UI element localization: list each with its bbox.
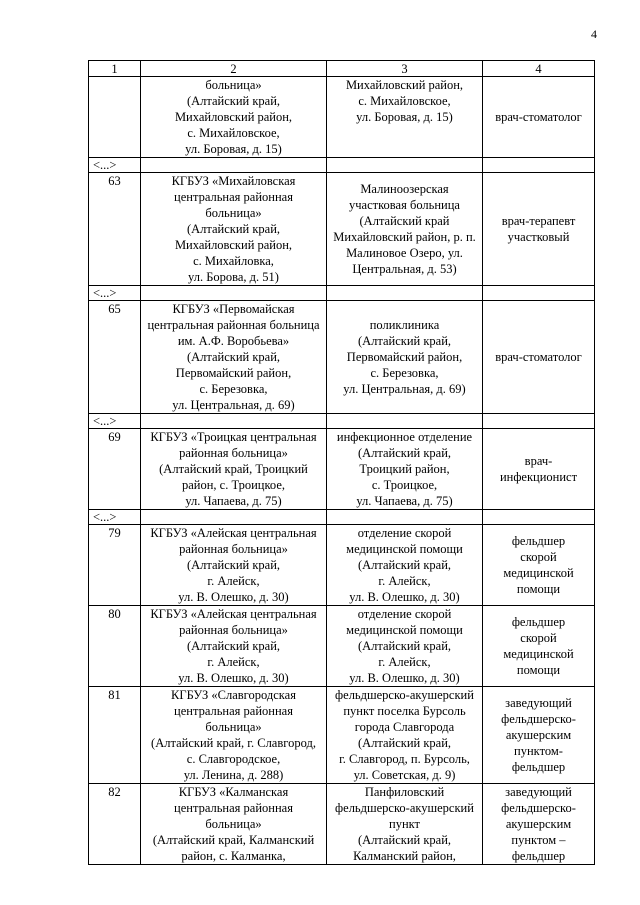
table-row [89,429,595,510]
subdivision-cell: отделение скорой медицинской помощи (Алтайский край, г. Алейск, ул. В. Олешко, д. 30) [327,606,483,687]
position-cell: заведующий фельдшерско- акушерским пунктом – фельдшер [483,784,595,865]
organization-cell: КГБУЗ «Михайловская центральная районная больница» (Алтайский край, Михайловский район, с. Михайловка, ул. Борова, д. 51) [141,173,327,286]
header-col-4: 4 [483,61,595,77]
row-number: 63 [89,173,141,286]
gap-marker: <...> [89,286,141,301]
row-number [89,77,141,158]
row-number: 65 [89,301,141,414]
subdivision-cell: Малиноозерская участковая больница (Алтайский край Михайловский район, р. п. Малиновое Озеро, ул. Центральная, д. 53) [327,173,483,286]
table-row [89,301,595,414]
table-row [89,525,595,606]
row-number: 69 [89,429,141,510]
row-number: 82 [89,784,141,865]
table-header-row [89,61,595,77]
gap-row [89,510,595,525]
document-table [88,60,595,865]
table-row [89,784,595,865]
subdivision-cell: фельдшерско-акушерский пункт поселка Бурсоль города Славгорода (Алтайский край, г. Славгород, п. Бурсоль, ул. Советская, д. 9) [327,687,483,784]
gap-row [89,286,595,301]
row-number: 80 [89,606,141,687]
gap-row [89,414,595,429]
organization-cell: КГБУЗ «Алейская центральная районная больница» (Алтайский край, г. Алейск, ул. В. Олешко, д. 30) [141,606,327,687]
header-col-3: 3 [327,61,483,77]
organization-cell: КГБУЗ «Славгородская центральная районная больница» (Алтайский край, г. Славгород, с. Славгородское, ул. Ленина, д. 288) [141,687,327,784]
position-cell: врач-стоматолог [483,301,595,414]
header-col-2: 2 [141,61,327,77]
gap-row [89,158,595,173]
organization-cell: больница» (Алтайский край, Михайловский район, с. Михайловское, ул. Боровая, д. 15) [141,77,327,158]
subdivision-cell: отделение скорой медицинской помощи (Алтайский край, г. Алейск, ул. В. Олешко, д. 30) [327,525,483,606]
subdivision-cell: поликлиника (Алтайский край, Первомайский район, с. Березовка, ул. Центральная, д. 69) [327,301,483,414]
gap-marker: <...> [89,158,141,173]
row-number: 79 [89,525,141,606]
position-cell: фельдшер скорой медицинской помощи [483,525,595,606]
table-row [89,606,595,687]
table-row [89,173,595,286]
subdivision-cell: инфекционное отделение (Алтайский край, Троицкий район, с. Троицкое, ул. Чапаева, д. 75) [327,429,483,510]
page-number: 4 [591,27,597,41]
position-cell: врач- инфекционист [483,429,595,510]
position-cell: фельдшер скорой медицинской помощи [483,606,595,687]
subdivision-cell: Панфиловский фельдшерско-акушерский пункт (Алтайский край, Калманский район, [327,784,483,865]
organization-cell: КГБУЗ «Первомайская центральная районная больница им. А.Ф. Воробьева» (Алтайский край, Первомайский район, с. Березовка, ул. Центральная, д. 69) [141,301,327,414]
header-col-1: 1 [89,61,141,77]
position-cell: врач-терапевт участковый [483,173,595,286]
position-cell: врач-стоматолог [483,77,595,158]
subdivision-cell: Михайловский район, с. Михайловское, ул. Боровая, д. 15) [327,77,483,158]
organization-cell: КГБУЗ «Калманская центральная районная больница» (Алтайский край, Калманский район, с. Калманка, [141,784,327,865]
gap-marker: <...> [89,510,141,525]
organization-cell: КГБУЗ «Троицкая центральная районная больница» (Алтайский край, Троицкий район, с. Троицкое, ул. Чапаева, д. 75) [141,429,327,510]
table-row [89,77,595,158]
row-number: 81 [89,687,141,784]
organization-cell: КГБУЗ «Алейская центральная районная больница» (Алтайский край, г. Алейск, ул. В. Олешко, д. 30) [141,525,327,606]
table-row [89,687,595,784]
position-cell: заведующий фельдшерско- акушерским пунктом- фельдшер [483,687,595,784]
gap-marker: <...> [89,414,141,429]
